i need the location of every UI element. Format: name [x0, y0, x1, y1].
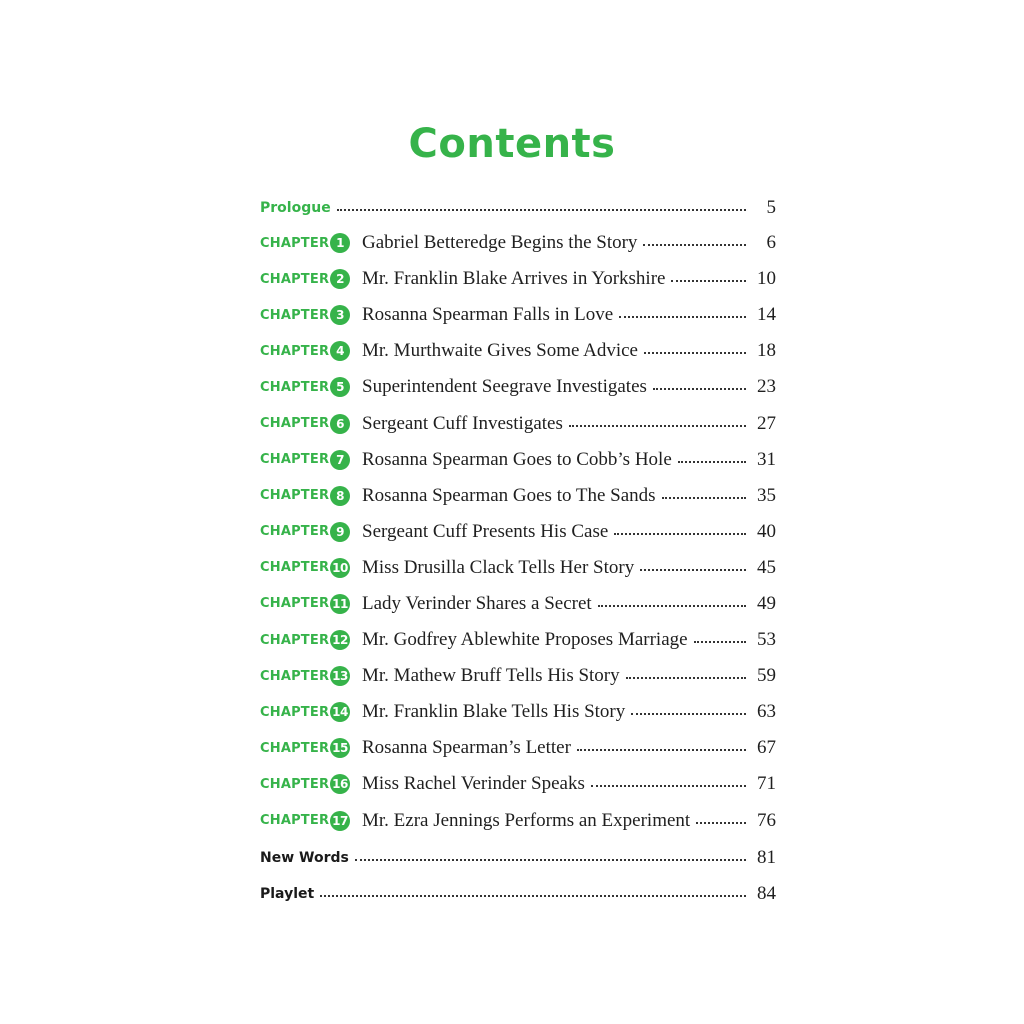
- chapter-title: Mr. Murthwaite Gives Some Advice: [362, 340, 638, 362]
- chapter-label: CHAPTER: [260, 776, 330, 792]
- chapter-label: CHAPTER: [260, 343, 330, 359]
- toc-row-chapter[interactable]: [260, 658, 776, 694]
- dot-leader: [355, 859, 746, 861]
- toc-row-chapter[interactable]: [260, 586, 776, 622]
- chapter-label: CHAPTER: [260, 524, 330, 540]
- page-number: 35: [757, 484, 776, 506]
- dot-leader: [671, 280, 746, 282]
- page-number: 59: [757, 665, 776, 687]
- page-number: 81: [757, 846, 776, 868]
- chapter-label: CHAPTER: [260, 307, 330, 323]
- chapter-title: Miss Rachel Verinder Speaks: [362, 773, 585, 795]
- chapter-title: Mr. Franklin Blake Tells His Story: [362, 701, 626, 723]
- chapter-label: CHAPTER: [260, 668, 330, 684]
- dot-leader: [619, 316, 746, 318]
- chapter-label: CHAPTER: [260, 235, 330, 251]
- dot-leader: [662, 497, 746, 499]
- dot-leader: [644, 352, 746, 354]
- chapter-number-badge: 15: [330, 738, 350, 758]
- chapter-number-badge: 4: [330, 341, 350, 361]
- dot-leader: [577, 749, 746, 751]
- chapter-number-badge: 6: [330, 414, 350, 434]
- chapter-number-badge: 10: [330, 558, 350, 578]
- page-number: 63: [757, 701, 776, 723]
- page-number: 53: [757, 629, 776, 651]
- dot-leader: [678, 461, 746, 463]
- chapter-label: CHAPTER: [260, 452, 330, 468]
- chapter-number-badge: 3: [330, 305, 350, 325]
- page-number: 45: [757, 556, 776, 578]
- chapter-title: Mr. Franklin Blake Arrives in Yorkshire: [362, 268, 666, 290]
- chapter-title: Mr. Ezra Jennings Performs an Experiment: [362, 809, 691, 831]
- chapter-label: CHAPTER: [260, 740, 330, 756]
- page-number: 10: [757, 268, 776, 290]
- dot-leader: [598, 605, 746, 607]
- chapter-list: [260, 225, 776, 839]
- chapter-number-badge: 8: [330, 486, 350, 506]
- page-number: 40: [757, 520, 776, 542]
- chapter-title: Sergeant Cuff Presents His Case: [362, 520, 609, 542]
- chapter-label: CHAPTER: [260, 379, 330, 395]
- page-number: 31: [757, 448, 776, 470]
- toc-row-chapter[interactable]: [260, 550, 776, 586]
- toc-row-chapter[interactable]: [260, 405, 776, 441]
- chapter-label: CHAPTER: [260, 813, 330, 829]
- chapter-number-badge: 7: [330, 450, 350, 470]
- toc-row-chapter[interactable]: [260, 730, 776, 766]
- dot-leader: [653, 388, 746, 390]
- toc-row-new-words[interactable]: [260, 840, 776, 876]
- prologue-label: Prologue: [260, 199, 331, 216]
- chapter-number-badge: 5: [330, 377, 350, 397]
- chapter-title: Gabriel Betteredge Begins the Story: [362, 232, 638, 254]
- page-number: 27: [757, 412, 776, 434]
- chapter-number-badge: 12: [330, 630, 350, 650]
- dot-leader: [696, 822, 746, 824]
- toc-row-chapter[interactable]: [260, 442, 776, 478]
- toc-row-chapter[interactable]: [260, 694, 776, 730]
- toc-row-playlet[interactable]: [260, 876, 776, 912]
- toc-row-chapter[interactable]: [260, 766, 776, 802]
- page-number: 14: [757, 304, 776, 326]
- chapter-title: Lady Verinder Shares a Secret: [362, 592, 592, 614]
- toc-row-chapter[interactable]: [260, 803, 776, 839]
- dot-leader: [337, 209, 746, 211]
- chapter-number-badge: 11: [330, 594, 350, 614]
- page-number: 71: [757, 773, 776, 795]
- chapter-number-badge: 16: [330, 774, 350, 794]
- dot-leader: [614, 533, 746, 535]
- page-number: 49: [757, 592, 776, 614]
- chapter-title: Superintendent Seegrave Investigates: [362, 376, 647, 398]
- chapter-label: CHAPTER: [260, 416, 330, 432]
- chapter-number-badge: 9: [330, 522, 350, 542]
- page-number: 5: [766, 196, 776, 218]
- chapter-title: Sergeant Cuff Investigates: [362, 412, 563, 434]
- toc-row-chapter[interactable]: [260, 514, 776, 550]
- dot-leader: [626, 677, 746, 679]
- toc-row-chapter[interactable]: [260, 333, 776, 369]
- chapter-number-badge: 17: [330, 811, 350, 831]
- toc-row-chapter[interactable]: [260, 478, 776, 514]
- chapter-number-badge: 2: [330, 269, 350, 289]
- dot-leader: [569, 425, 746, 427]
- dot-leader: [591, 785, 746, 787]
- chapter-label: CHAPTER: [260, 632, 330, 648]
- chapter-title: Rosanna Spearman Falls in Love: [362, 304, 614, 326]
- page-number: 18: [757, 340, 776, 362]
- chapter-label: CHAPTER: [260, 560, 330, 576]
- toc-row-chapter[interactable]: [260, 622, 776, 658]
- dot-leader: [640, 569, 746, 571]
- chapter-number-badge: 13: [330, 666, 350, 686]
- dot-leader: [643, 244, 746, 246]
- toc-row-chapter[interactable]: [260, 261, 776, 297]
- new-words-label: New Words: [260, 849, 349, 866]
- chapter-number-badge: 1: [330, 233, 350, 253]
- page-number: 67: [757, 737, 776, 759]
- toc-row-chapter[interactable]: [260, 297, 776, 333]
- dot-leader: [631, 713, 746, 715]
- chapter-label: CHAPTER: [260, 271, 330, 287]
- dot-leader: [694, 641, 746, 643]
- page-number: 76: [757, 809, 776, 831]
- page-number: 23: [757, 376, 776, 398]
- page-title: Contents: [408, 121, 616, 167]
- chapter-title: Rosanna Spearman’s Letter: [362, 737, 571, 759]
- toc-row-prologue[interactable]: [260, 190, 776, 225]
- chapter-number-badge: 14: [330, 702, 350, 722]
- table-of-contents: [260, 190, 776, 912]
- chapter-title: Miss Drusilla Clack Tells Her Story: [362, 556, 635, 578]
- chapter-label: CHAPTER: [260, 488, 330, 504]
- chapter-label: CHAPTER: [260, 704, 330, 720]
- chapter-title: Rosanna Spearman Goes to The Sands: [362, 484, 656, 506]
- playlet-label: Playlet: [260, 885, 315, 902]
- chapter-title: Mr. Mathew Bruff Tells His Story: [362, 665, 620, 687]
- chapter-title: Mr. Godfrey Ablewhite Proposes Marriage: [362, 629, 688, 651]
- chapter-title: Rosanna Spearman Goes to Cobb’s Hole: [362, 448, 672, 470]
- toc-row-chapter[interactable]: [260, 369, 776, 405]
- dot-leader: [320, 895, 746, 897]
- chapter-label: CHAPTER: [260, 596, 330, 612]
- page-number: 84: [757, 882, 776, 904]
- page-number: 6: [766, 232, 776, 254]
- toc-row-chapter[interactable]: [260, 225, 776, 261]
